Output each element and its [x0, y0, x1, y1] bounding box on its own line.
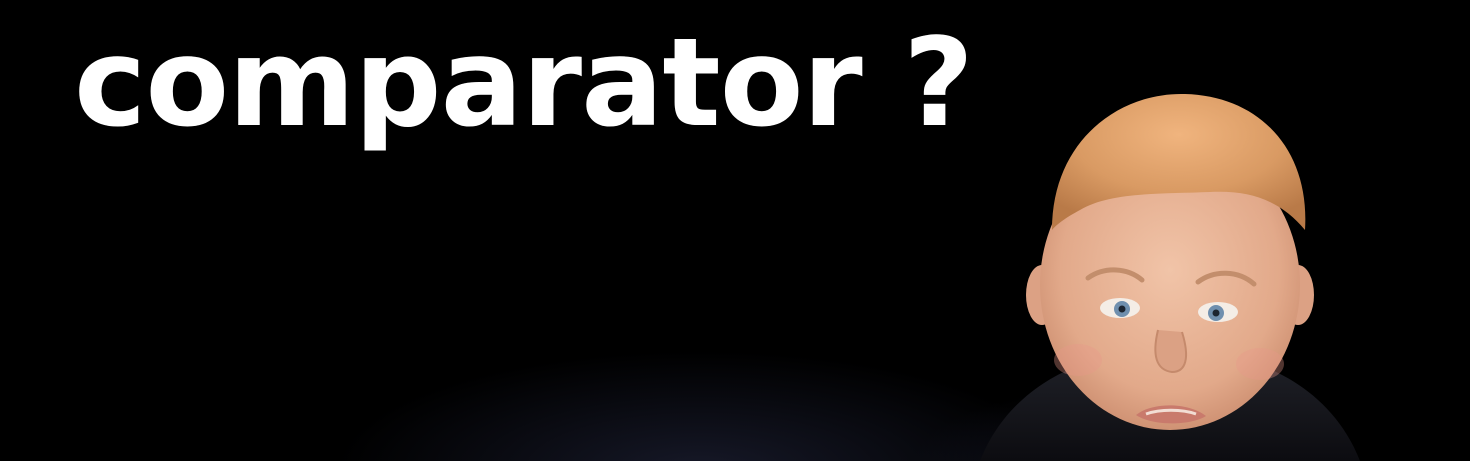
toddler-photo: [960, 80, 1380, 461]
toddler-illustration: [960, 80, 1380, 461]
nose: [1155, 330, 1186, 372]
headline-text: comparator ?: [74, 12, 973, 154]
